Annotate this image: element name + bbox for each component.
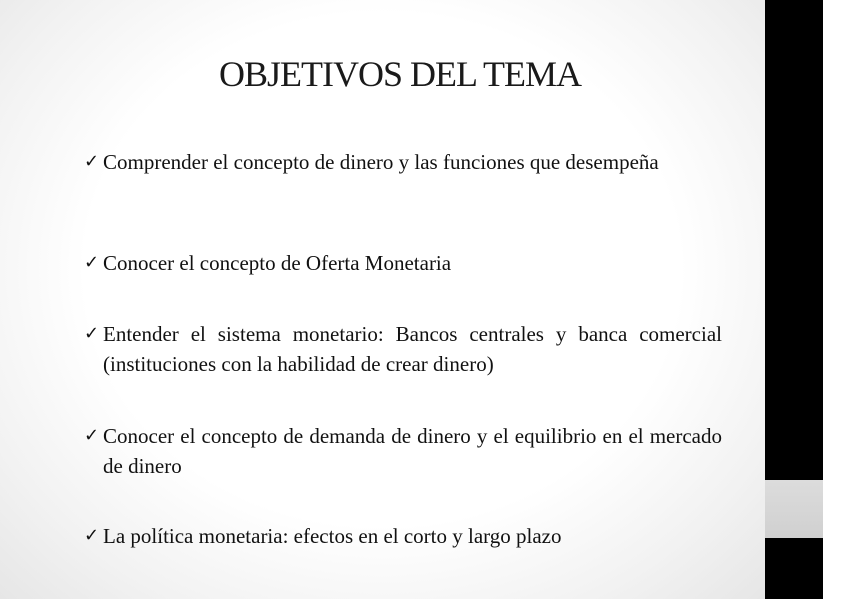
check-mark-icon: ✓ — [84, 252, 100, 273]
check-mark-icon: ✓ — [84, 425, 100, 446]
slide-title: OBJETIVOS DEL TEMA — [219, 54, 581, 94]
objective-text: Conocer el concepto de demanda de dinero y el equilibrio en el mercado de dinero — [103, 424, 722, 478]
side-accent-block — [765, 480, 823, 538]
check-mark-icon: ✓ — [84, 525, 100, 546]
right-margin — [823, 0, 848, 599]
check-mark-icon: ✓ — [84, 151, 100, 172]
objective-text: Conocer el concepto de Oferta Monetaria — [103, 251, 452, 275]
objective-text: Comprender el concepto de dinero y las funciones que desempeña — [103, 150, 659, 174]
objective-text: Entender el sistema monetario: Bancos centrales y banca comercial (instituciones con la habilidad de crear dinero) — [103, 322, 722, 376]
objective-text: La política monetaria: efectos en el corto y largo plazo — [103, 524, 562, 548]
objective-item — [84, 147, 722, 177]
objective-item — [84, 521, 722, 551]
check-mark-icon: ✓ — [84, 323, 100, 344]
objective-item — [84, 319, 722, 379]
objective-item — [84, 248, 722, 278]
objective-item — [84, 421, 722, 481]
